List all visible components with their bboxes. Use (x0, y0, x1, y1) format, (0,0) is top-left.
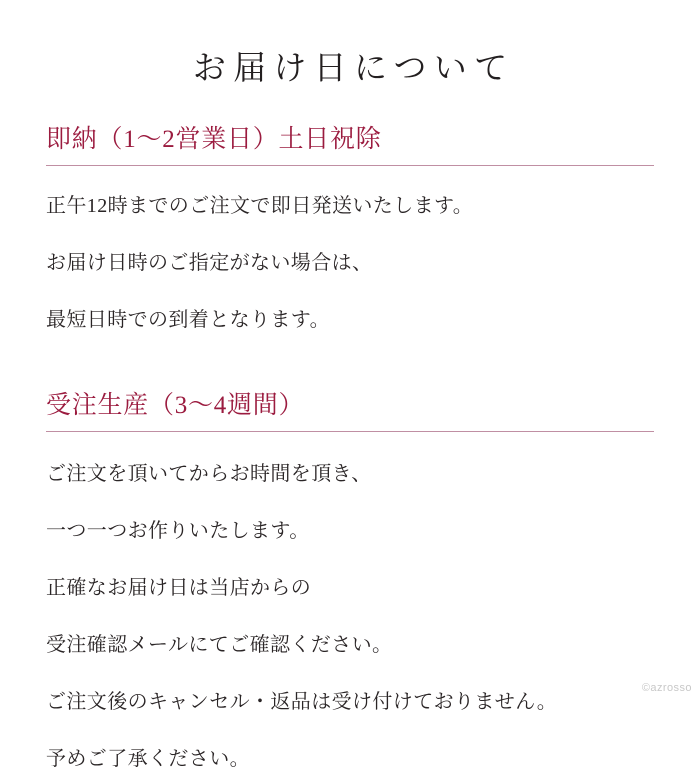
section-immediate-shipping (46, 119, 654, 339)
body-line: 受注確認メールにてご確認ください。 (46, 634, 393, 656)
section-heading: 受注生産（3〜4週間） (46, 392, 305, 419)
section-made-to-order (46, 385, 654, 778)
body-line: 正午12時までのご注文で即日発送いたします。 (46, 195, 474, 217)
body-line: 予めご了承ください。 (46, 748, 250, 770)
body-line: ご注文後のキャンセル・返品は受け付けておりません。 (46, 691, 558, 713)
body-line: 最短日時での到着となります。 (46, 309, 330, 331)
section-body (46, 456, 654, 778)
body-line: お届け日時のご指定がない場合は、 (46, 252, 373, 274)
body-line: ご注文を頂いてからお時間を頂き、 (46, 463, 372, 485)
body-line: 一つ一つお作りいたします。 (46, 520, 310, 542)
section-divider (46, 165, 654, 166)
page-title: お届け日について (192, 51, 515, 87)
body-line: 正確なお届け日は当店からの (46, 577, 312, 599)
section-divider (46, 431, 654, 432)
section-heading: 即納（1〜2営業日）土日祝除 (46, 126, 382, 153)
watermark: ©azrosso (641, 682, 692, 694)
section-body (46, 188, 654, 339)
